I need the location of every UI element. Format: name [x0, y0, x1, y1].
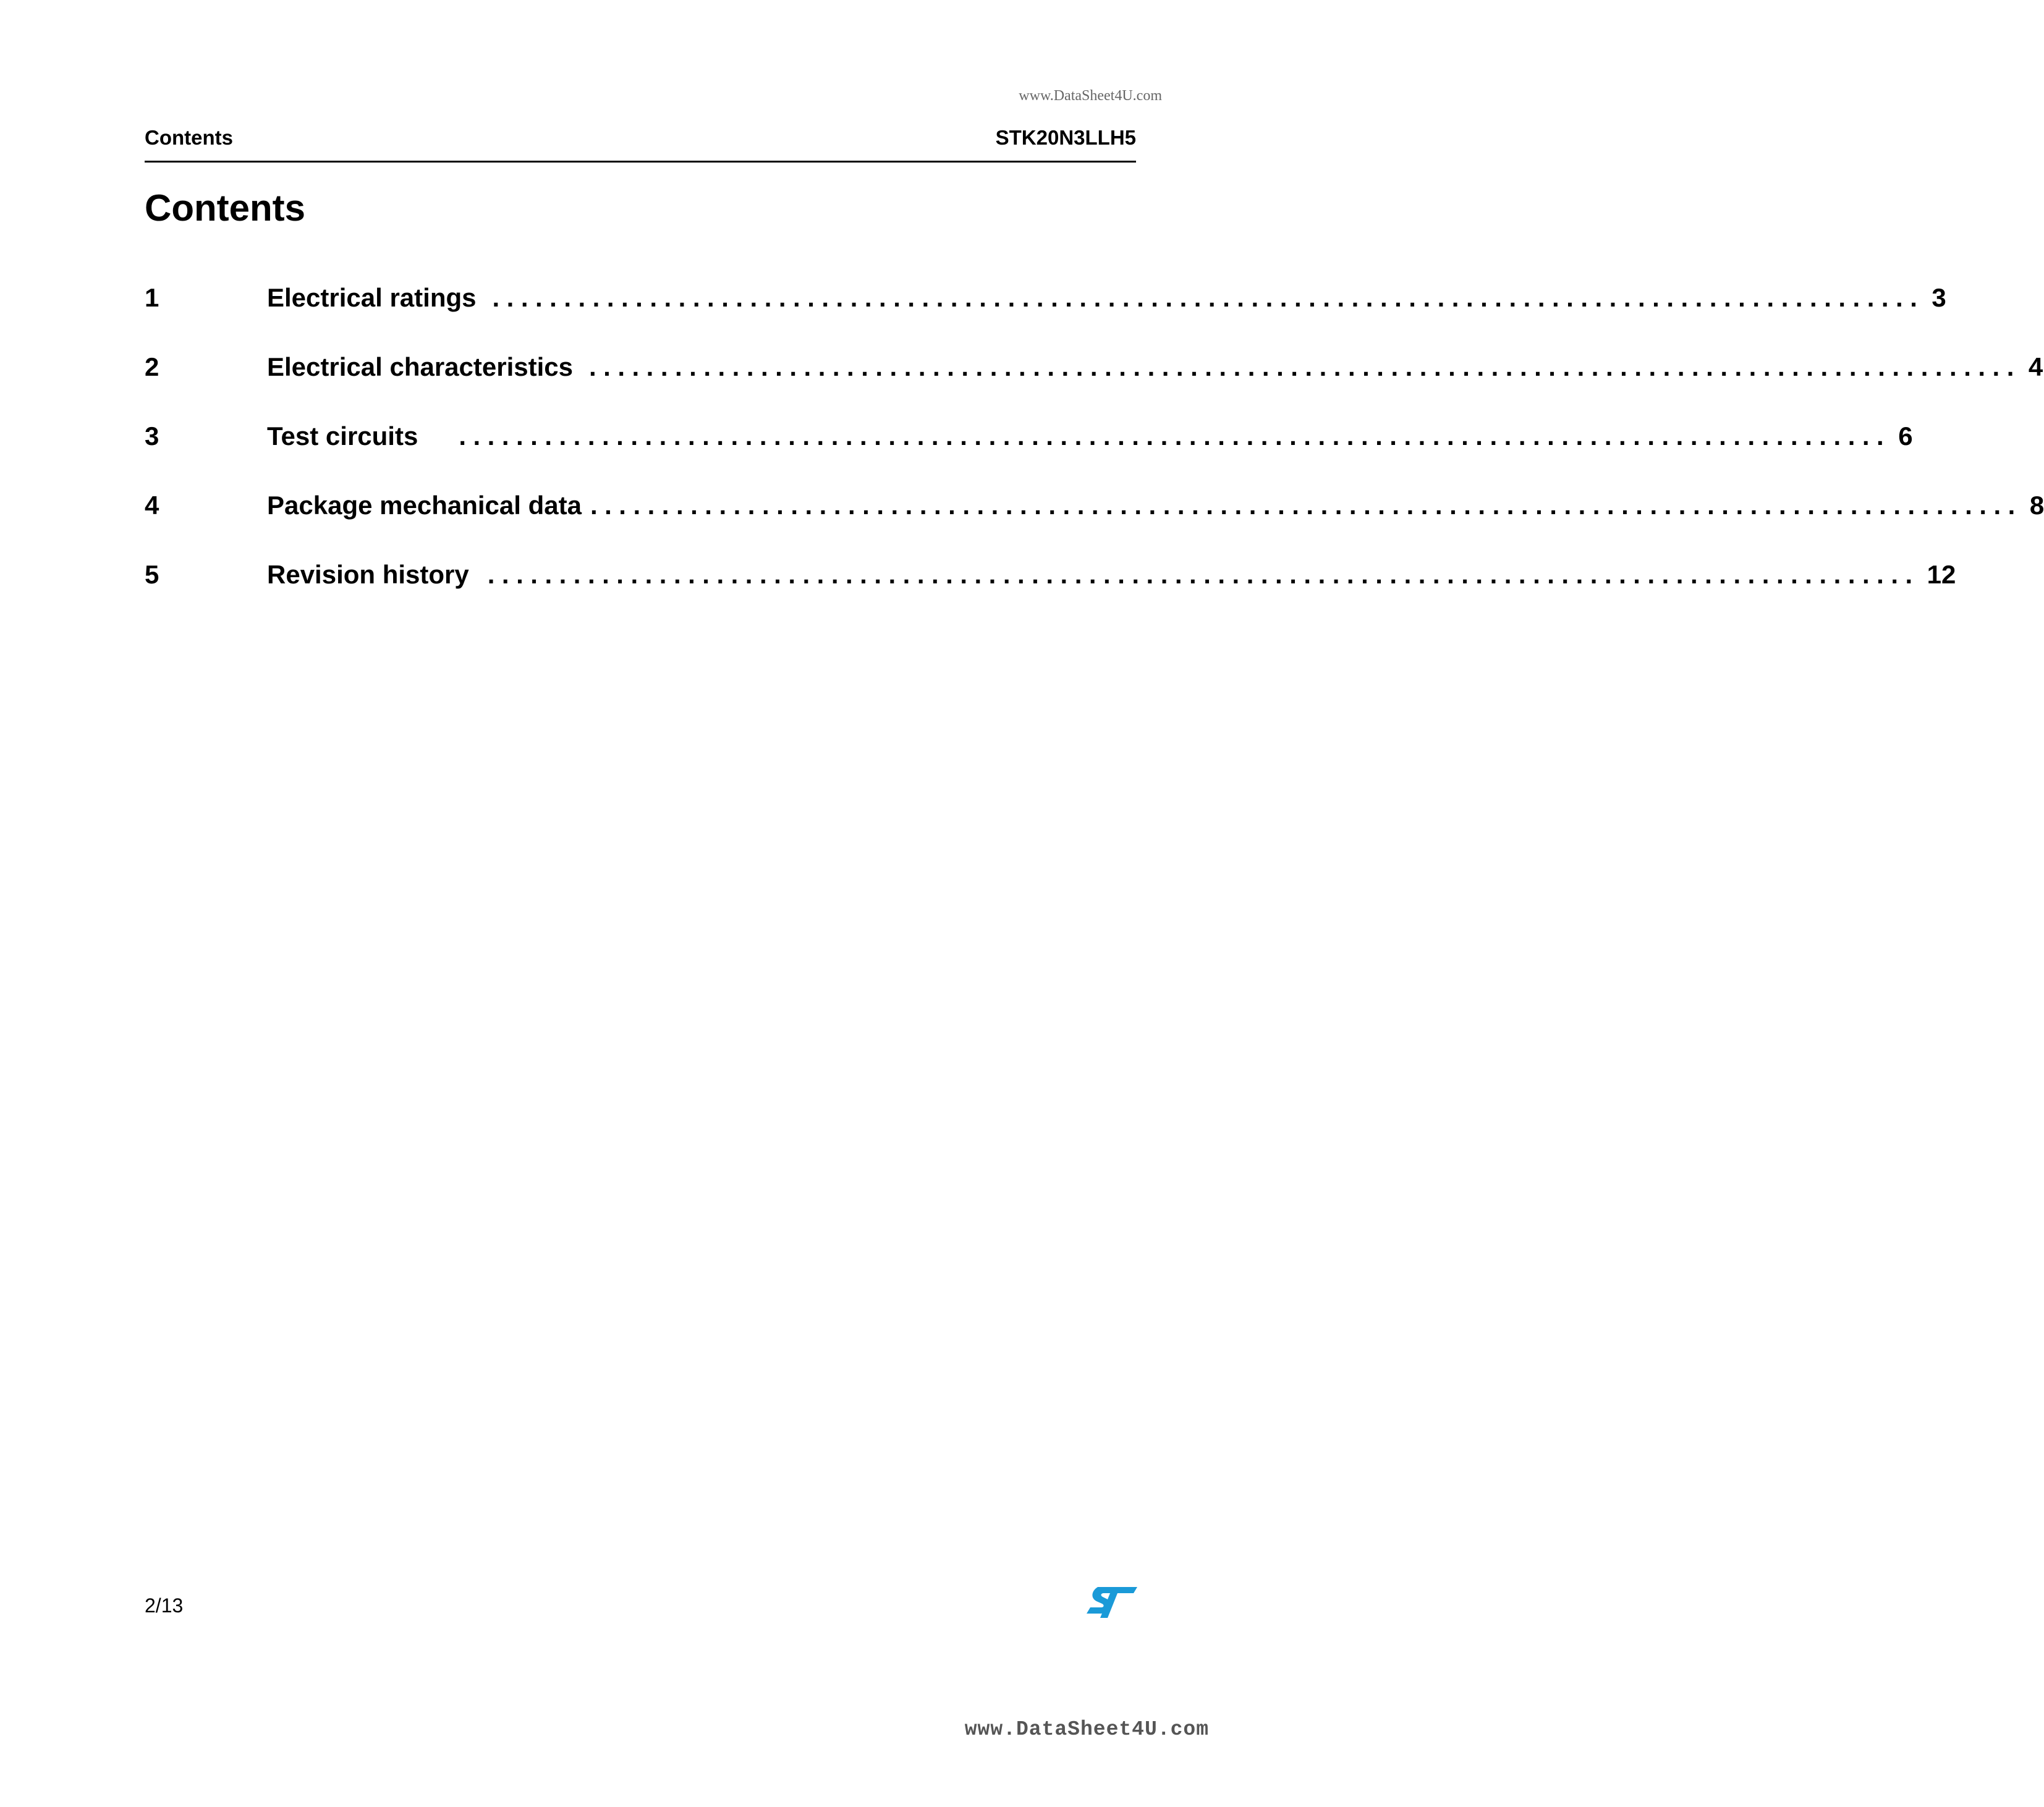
footer-page-number: 2/13 — [145, 1594, 184, 1617]
toc-entry-number: 3 — [145, 421, 159, 451]
toc-entry[interactable] — [145, 560, 1956, 597]
toc-entry[interactable] — [145, 491, 2044, 528]
toc-entry-title: Revision history — [267, 560, 469, 589]
toc-dot-leader: .................................................................................................... — [588, 352, 2021, 381]
watermark-top: www.DataSheet4U.com — [1019, 88, 1162, 104]
toc-dot-leader: .................................................................................................... — [590, 491, 2022, 520]
toc-entry-number: 2 — [145, 352, 159, 381]
toc-dot-leader: .................................................................................................... — [492, 283, 1925, 312]
toc-entry-number: 1 — [145, 283, 159, 312]
header-part-number: STK20N3LLH5 — [995, 126, 1136, 149]
header-section-title: Contents — [145, 126, 233, 149]
toc-entry-number: 4 — [145, 491, 159, 520]
toc-entry-page: 3 — [1932, 283, 1946, 312]
toc-entry-page: 12 — [1927, 560, 1956, 589]
toc-dot-leader: .................................................................................................... — [487, 560, 1920, 589]
toc-entry-title: Test circuits — [267, 421, 418, 451]
page-header — [145, 121, 1136, 163]
toc-entry-title: Electrical characteristics — [267, 352, 573, 381]
toc-entry[interactable] — [145, 352, 2043, 389]
toc-entry-page: 8 — [2029, 491, 2044, 520]
toc-entry[interactable] — [145, 421, 1913, 459]
toc-entry[interactable] — [145, 283, 1946, 320]
toc-entry-title: Electrical ratings — [267, 283, 477, 312]
st-logo-icon — [1085, 1586, 1137, 1619]
toc-dot-leader: .................................................................................................... — [459, 421, 1891, 451]
toc-entry-page: 4 — [2028, 352, 2043, 381]
watermark-bottom: www.DataSheet4U.com — [964, 1718, 1209, 1741]
toc-entry-page: 6 — [1898, 421, 1913, 451]
toc-entry-number: 5 — [145, 560, 159, 589]
page-title: Contents — [145, 187, 305, 229]
toc-entry-title: Package mechanical data — [267, 491, 582, 520]
